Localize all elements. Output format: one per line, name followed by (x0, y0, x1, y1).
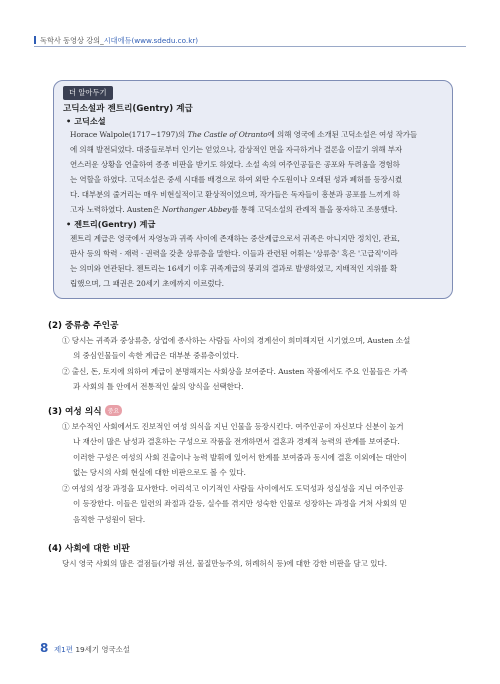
body-line: 나 재산이 많은 남성과 결혼하는 구성으로 작품을 전개하면서 결혼과 경제적 능력의 관계를 보여준다. (73, 437, 400, 446)
running-header (34, 36, 198, 46)
body-line: 과 사회의 틀 안에서 전통적인 삶의 양식을 선택한다. (73, 382, 244, 391)
info-box-tag: 더 알아두기 (63, 86, 113, 100)
body-line: ① 당시는 귀족과 중상류층, 상업에 종사하는 사람들 사이의 경계선이 희미해지던 시기였으며, Austen 소설 (62, 336, 411, 345)
footer-chapter: 제1편 19세기 영국소설 (54, 645, 130, 654)
body-line: 음직한 구성원이 된다. (73, 515, 146, 524)
section-title: (3) 여성 의식 중요 (48, 405, 122, 417)
gentry-line: 판사 등의 학력 · 재력 · 권력을 갖춘 상류층을 말한다. 이들과 관련된 어휘는 '상류층' 혹은 '고급직'이라 (70, 249, 398, 258)
gothic-line: 연스러운 상황을 연출하여 종종 비판을 받기도 하였다. 소설 속의 여주인공들은 공포와 두려움을 경험하 (70, 160, 400, 169)
header-separator: _ (100, 36, 104, 45)
info-box-title: 고딕소설과 젠트리(Gentry) 계급 (63, 104, 193, 114)
body-line: 당시 영국 사회의 많은 결점들(가령 위선, 물질만능주의, 허례허식 등)에 대한 강한 비판을 담고 있다. (62, 559, 387, 568)
gothic-line: 는 역할을 하였다. 고딕소설은 중세 시대를 배경으로 하여 외딴 수도원이나 오래된 성과 폐허를 등장시켰 (70, 175, 403, 184)
page-number: 8 (40, 641, 49, 655)
gothic-heading: • 고딕소설 (66, 116, 106, 126)
body-line: ② 출신, 돈, 토지에 의하여 계급이 분명해지는 사회상을 보여준다. Austen 작품에서도 주요 인물들은 가족 (62, 367, 408, 376)
gentry-line: 는 의미와 연관된다. 젠트리는 16세기 이후 귀족계급의 붕괴의 결과로 발생하였고, 지배적인 지위를 확 (70, 264, 398, 273)
body-line: 이 등장한다. 이들은 일련의 좌절과 갈등, 실수를 겪지만 성숙한 인물로 성장하는 과정을 거쳐 사회의 믿 (73, 499, 407, 508)
gothic-line: 고자 노력하였다. Austen은 Northanger Abbey를 통해 고딕소설의 관례적 틀을 풍자하고 조롱했다. (70, 205, 398, 214)
section-title: (2) 중류층 주인공 (48, 321, 119, 331)
gentry-line: 립했으며, 그 패권은 20세기 초에까지 이르렀다. (70, 279, 224, 288)
body-line: ① 보수적인 사회에서도 진보적인 여성 의식을 지닌 인물을 등장시킨다. 여주인공이 자신보다 신분이 높거 (62, 422, 404, 431)
body-line: 의 중심인물들이 속한 계급은 대부분 중류층이었다. (73, 351, 239, 360)
gothic-line: 다. 대부분의 줄거리는 매우 비현실적이고 환상적이었으며, 작가들은 독자들이 흥분과 공포를 느끼게 하 (70, 190, 400, 199)
gentry-heading: • 젠트리(Gentry) 계급 (66, 219, 156, 229)
header-marker (34, 36, 36, 44)
gentry-line: 젠트리 계급은 영국에서 자영농과 귀족 사이에 존재하는 중산계급으로서 귀족은 아니지만 정치인, 관료, (70, 234, 400, 243)
header-prefix: 독학사 동영상 강의 (40, 36, 101, 45)
header-rule (34, 46, 466, 47)
important-badge: 중요 (105, 405, 123, 416)
section-title: (4) 사회에 대한 비판 (48, 544, 130, 554)
gothic-line: 에 의해 발전되었다. 대중들로부터 인기는 얻었으나, 감상적인 면을 자극하거나 결론을 이끌기 위해 부자 (70, 145, 403, 154)
body-line: 이러한 구성은 여성의 사회 진출이나 능력 발휘에 있어서 한계를 보여줌과 동시에 결혼 이외에는 대안이 (73, 453, 407, 462)
body-line: 없는 당시의 사회 현실에 대한 비판으로도 볼 수 있다. (73, 468, 246, 477)
body-line: ② 여성의 성장 과정을 묘사한다. 어리석고 이기적인 사람들 사이에서도 도덕성과 성실성을 지닌 여주인공 (62, 484, 404, 493)
header-site-link[interactable]: 시대에듀(www.sdedu.co.kr) (103, 36, 199, 45)
gothic-line: Horace Walpole(1717~1797)의 The Castle of Otranto에 의해 영국에 소개된 고딕소설은 여성 작가들 (70, 130, 418, 139)
